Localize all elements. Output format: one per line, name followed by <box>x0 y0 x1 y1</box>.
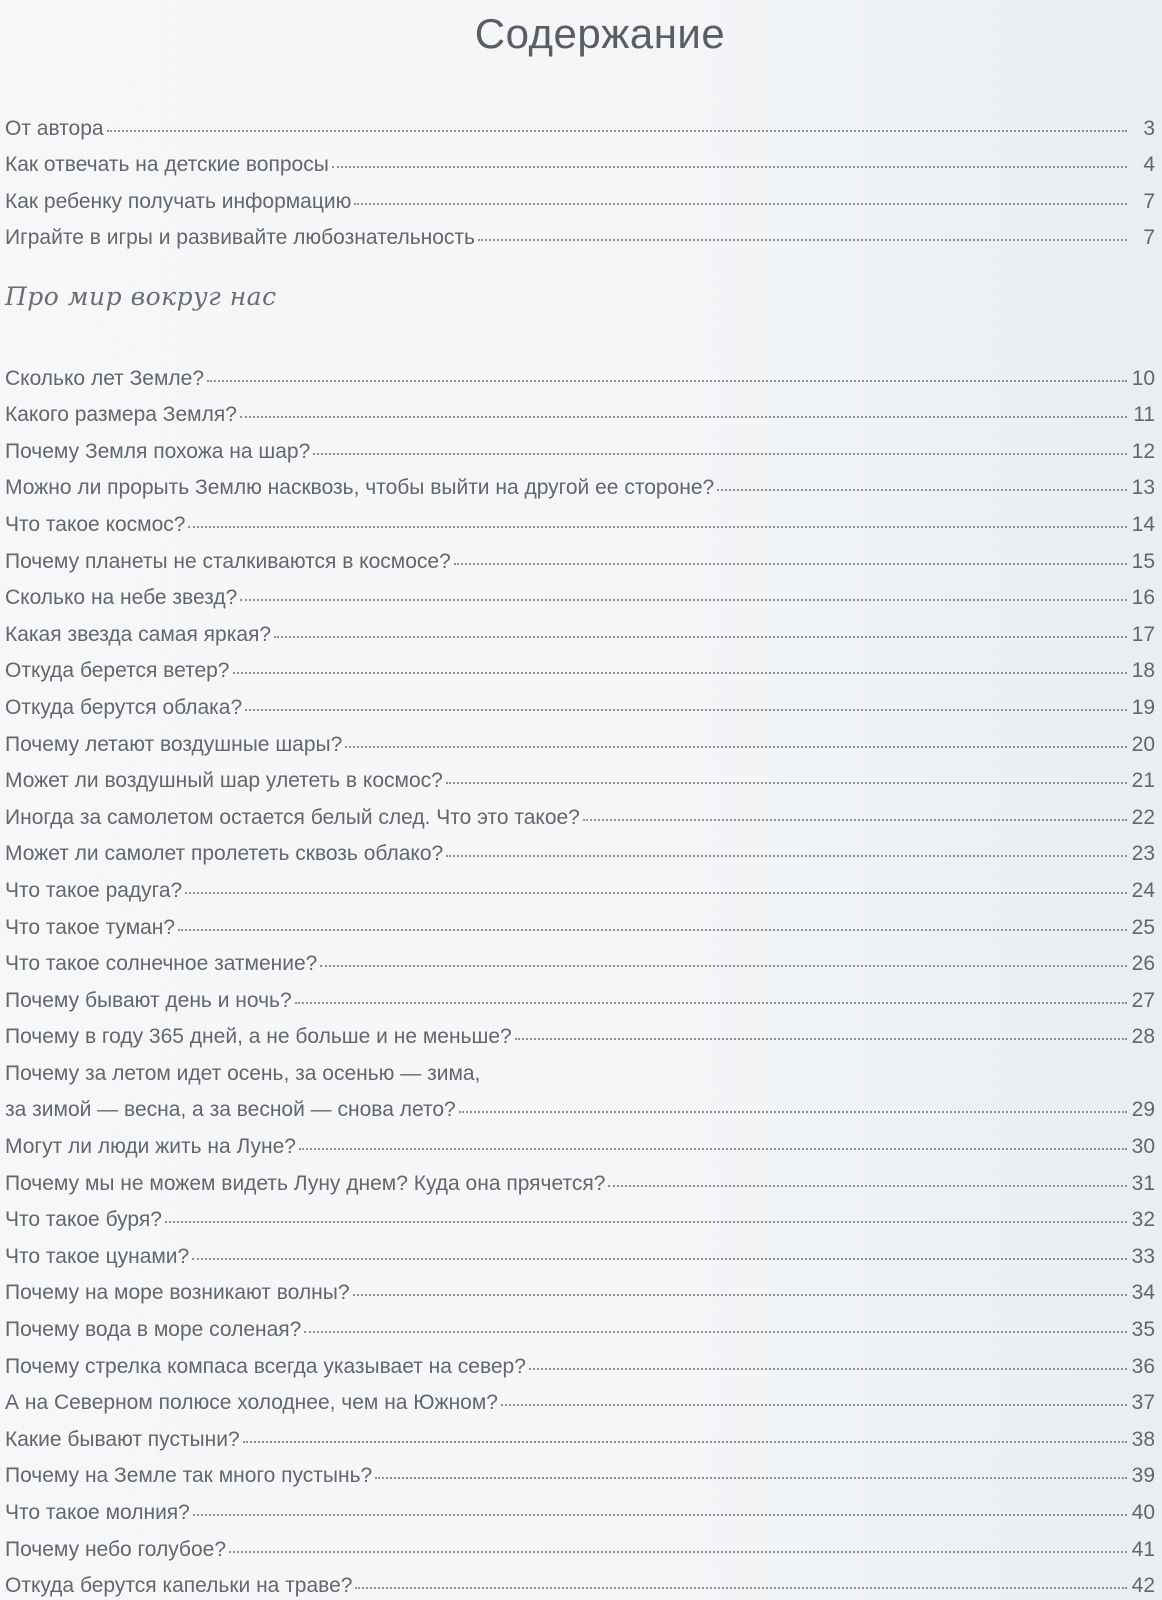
toc-entry-page: 7 <box>1143 189 1155 213</box>
dot-leader <box>354 203 1127 205</box>
toc-entry <box>5 1452 1155 1489</box>
dot-leader <box>193 1514 1127 1516</box>
dot-leader <box>608 1185 1127 1187</box>
toc-entry <box>5 866 1155 903</box>
toc-entry <box>5 830 1155 867</box>
toc-entry-label: Как ребенку получать информацию <box>5 189 352 213</box>
toc-entry <box>5 1269 1155 1306</box>
dot-leader <box>243 1441 1127 1443</box>
toc-entry <box>5 427 1155 464</box>
toc-entry-page: 41 <box>1131 1537 1155 1561</box>
toc-entry-label: Почему на море возникают волны? <box>5 1281 350 1305</box>
toc-entry-label: Почему бывают день и ночь? <box>5 988 292 1012</box>
toc-entry-page: 33 <box>1131 1244 1155 1268</box>
toc-entry-page: 23 <box>1131 842 1155 866</box>
toc-entry <box>5 610 1155 647</box>
toc-entry-label: Почему стрелка компаса всегда указывает на север? <box>5 1354 526 1378</box>
dot-leader <box>233 672 1128 674</box>
toc-entry-page: 3 <box>1143 116 1155 140</box>
dot-leader <box>478 239 1127 241</box>
toc-entry-label: Сколько на небе звезд? <box>5 586 238 610</box>
toc-entry-page: 25 <box>1131 915 1155 939</box>
toc-entry-label: Какая звезда самая яркая? <box>5 622 272 646</box>
toc-entry-label: Может ли самолет пролететь сквозь облако? <box>5 842 444 866</box>
toc-entry <box>5 1305 1155 1342</box>
dot-leader <box>345 746 1127 748</box>
toc-entry <box>5 1232 1155 1269</box>
dot-leader <box>188 526 1127 528</box>
toc-entry-page: 31 <box>1131 1171 1155 1195</box>
toc-entry-label: Что такое молния? <box>5 1501 190 1524</box>
dot-leader <box>240 599 1127 601</box>
toc-entry <box>5 537 1155 574</box>
toc-entry <box>5 793 1155 830</box>
toc-entry-label: Можно ли прорыть Землю насквозь, чтобы выйти на другой ее стороне? <box>5 476 715 500</box>
toc-entry-page: 20 <box>1131 732 1155 756</box>
section-title: Про мир вокруг нас <box>5 282 277 311</box>
toc-entry <box>5 214 1155 251</box>
dot-leader <box>454 563 1127 565</box>
toc-entry <box>5 391 1155 428</box>
toc-entry-page: 28 <box>1131 1025 1155 1049</box>
toc-entry-page: 34 <box>1131 1281 1155 1305</box>
toc-entry-page: 39 <box>1131 1464 1155 1488</box>
dot-leader <box>178 929 1127 931</box>
dot-leader <box>304 1331 1127 1333</box>
toc-entry-label: Почему мы не можем видеть Луну днем? Куда она прячется? <box>5 1171 606 1195</box>
dot-leader <box>274 636 1127 638</box>
toc-entry-label: Почему вода в море соленая? <box>5 1318 302 1342</box>
toc-entry-label: Почему небо голубое? <box>5 1537 226 1561</box>
dot-leader <box>299 1148 1127 1150</box>
toc-entry <box>5 354 1155 391</box>
toc-entry <box>5 1086 1155 1123</box>
toc-entry-label: От автора <box>5 116 104 140</box>
toc-entry-label: Почему Земля похожа на шар? <box>5 439 311 463</box>
toc-entry <box>5 1525 1155 1562</box>
toc-entry-page: 24 <box>1131 878 1155 902</box>
toc-entry <box>5 1342 1155 1379</box>
toc-entry <box>5 177 1155 214</box>
toc-entry <box>5 104 1155 141</box>
toc-entry <box>5 1122 1155 1159</box>
toc-entry-page: 18 <box>1131 659 1155 683</box>
toc-entry-label: А на Северном полюсе холоднее, чем на Южном? <box>5 1391 498 1415</box>
toc-entry-page: 14 <box>1131 512 1155 536</box>
toc-entry-page: 32 <box>1131 1208 1155 1232</box>
toc-entry-page: 21 <box>1131 769 1155 793</box>
dot-leader <box>165 1221 1127 1223</box>
dot-leader <box>375 1477 1127 1479</box>
toc-entry-label: Что такое солнечное затмение? <box>5 952 318 976</box>
toc-entry-label: Иногда за самолетом остается белый след. Что это такое? <box>5 805 580 829</box>
toc-intro-list <box>5 104 1155 250</box>
toc-entry-label: Что такое буря? <box>5 1208 162 1232</box>
toc-entry-label: Что такое туман? <box>5 915 176 939</box>
toc-entry-page: 13 <box>1131 476 1155 500</box>
toc-entry-label: Что такое радуга? <box>5 878 183 902</box>
toc-entry <box>5 976 1155 1013</box>
dot-leader <box>355 1587 1127 1589</box>
toc-entry <box>5 720 1155 757</box>
toc-entry-label-line2: за зимой — весна, а за весной — снова лето? <box>5 1098 456 1122</box>
toc-entry <box>5 1013 1155 1050</box>
toc-entry-page: 12 <box>1131 439 1155 463</box>
toc-entry-page: 4 <box>1143 153 1155 177</box>
toc-entry-label: Почему в году 365 дней, а не больше и не меньше? <box>5 1025 512 1049</box>
dot-leader <box>320 965 1127 967</box>
toc-entry-label: Может ли воздушный шар улететь в космос? <box>5 769 443 793</box>
dot-leader <box>192 1258 1127 1260</box>
dot-leader <box>107 130 1127 132</box>
toc-entry <box>5 141 1155 178</box>
toc-entry-label: Почему на Земле так много пустынь? <box>5 1464 373 1488</box>
toc-entry-label: Какие бывают пустыни? <box>5 1427 240 1451</box>
toc-entry-page: 10 <box>1131 366 1155 390</box>
toc-entry <box>5 940 1155 977</box>
toc-entry-label: Могут ли люди жить на Луне? <box>5 1135 296 1159</box>
toc-entry-page: 35 <box>1131 1318 1155 1342</box>
toc-entry-page: 7 <box>1143 226 1155 250</box>
toc-entry-label: Почему за летом идет осень, за осенью — зима, <box>5 1061 481 1085</box>
toc-entry-label: Откуда берутся облака? <box>5 695 243 719</box>
toc-entry <box>5 464 1155 501</box>
toc-entry-page: 26 <box>1131 952 1155 976</box>
toc-entry-label: Играйте в игры и развивайте любознательность <box>5 226 475 250</box>
toc-entry <box>5 903 1155 940</box>
toc-entry <box>5 683 1155 720</box>
dot-leader <box>207 380 1127 382</box>
dot-leader <box>332 166 1127 168</box>
toc-entry-label: Откуда берется ветер? <box>5 659 230 683</box>
toc-entry <box>5 1562 1155 1599</box>
toc-entry-label: Почему планеты не сталкиваются в космосе? <box>5 549 451 573</box>
dot-leader <box>240 416 1127 418</box>
toc-entry-page: 30 <box>1131 1135 1155 1159</box>
dot-leader <box>313 453 1127 455</box>
toc-entry-page: 37 <box>1131 1391 1155 1415</box>
toc-entry <box>5 1196 1155 1233</box>
dot-leader <box>717 489 1127 491</box>
toc-entry <box>5 1488 1155 1525</box>
toc-entry-page: 11 <box>1133 403 1155 427</box>
toc-entry-page: 42 <box>1131 1574 1155 1598</box>
dot-leader <box>515 1038 1127 1040</box>
toc-entry <box>5 1159 1155 1196</box>
toc-main-list <box>5 354 1155 1598</box>
dot-leader <box>583 819 1127 821</box>
toc-entry-page: 27 <box>1131 988 1155 1012</box>
toc-entry-page: 40 <box>1131 1501 1155 1524</box>
toc-entry-page: 22 <box>1131 805 1155 829</box>
toc-entry <box>5 757 1155 794</box>
dot-leader <box>446 782 1127 784</box>
toc-entry <box>5 574 1155 611</box>
dot-leader <box>229 1551 1127 1553</box>
toc-entry-label: Откуда берутся капельки на траве? <box>5 1574 353 1598</box>
dot-leader <box>295 1002 1127 1004</box>
toc-entry <box>5 1379 1155 1416</box>
toc-entry-page: 19 <box>1131 695 1155 719</box>
dot-leader <box>529 1368 1127 1370</box>
dot-leader <box>245 709 1127 711</box>
toc-entry-label: Как отвечать на детские вопросы <box>5 153 329 177</box>
toc-entry-page: 16 <box>1131 586 1155 610</box>
toc-entry-label: Какого размера Земля? <box>5 403 237 427</box>
dot-leader <box>501 1404 1127 1406</box>
toc-entry-label: Что такое цунами? <box>5 1244 190 1268</box>
toc-entry-line <box>5 1049 1155 1086</box>
dot-leader <box>446 855 1127 857</box>
page-title: Содержание <box>474 10 726 57</box>
toc-entry-label: Сколько лет Земле? <box>5 366 205 390</box>
toc-entry-page: 29 <box>1131 1098 1155 1122</box>
toc-entry <box>5 1415 1155 1452</box>
toc-entry-page: 38 <box>1131 1427 1155 1451</box>
toc-entry-label: Что такое космос? <box>5 512 186 536</box>
toc-entry <box>5 647 1155 684</box>
toc-entry-page: 36 <box>1131 1354 1155 1378</box>
toc-entry-page: 15 <box>1131 549 1155 573</box>
toc-entry-page: 17 <box>1131 622 1155 646</box>
dot-leader <box>353 1294 1127 1296</box>
dot-leader <box>185 892 1127 894</box>
toc-entry-label: Почему летают воздушные шары? <box>5 732 343 756</box>
dot-leader <box>459 1111 1127 1113</box>
toc-entry <box>5 500 1155 537</box>
